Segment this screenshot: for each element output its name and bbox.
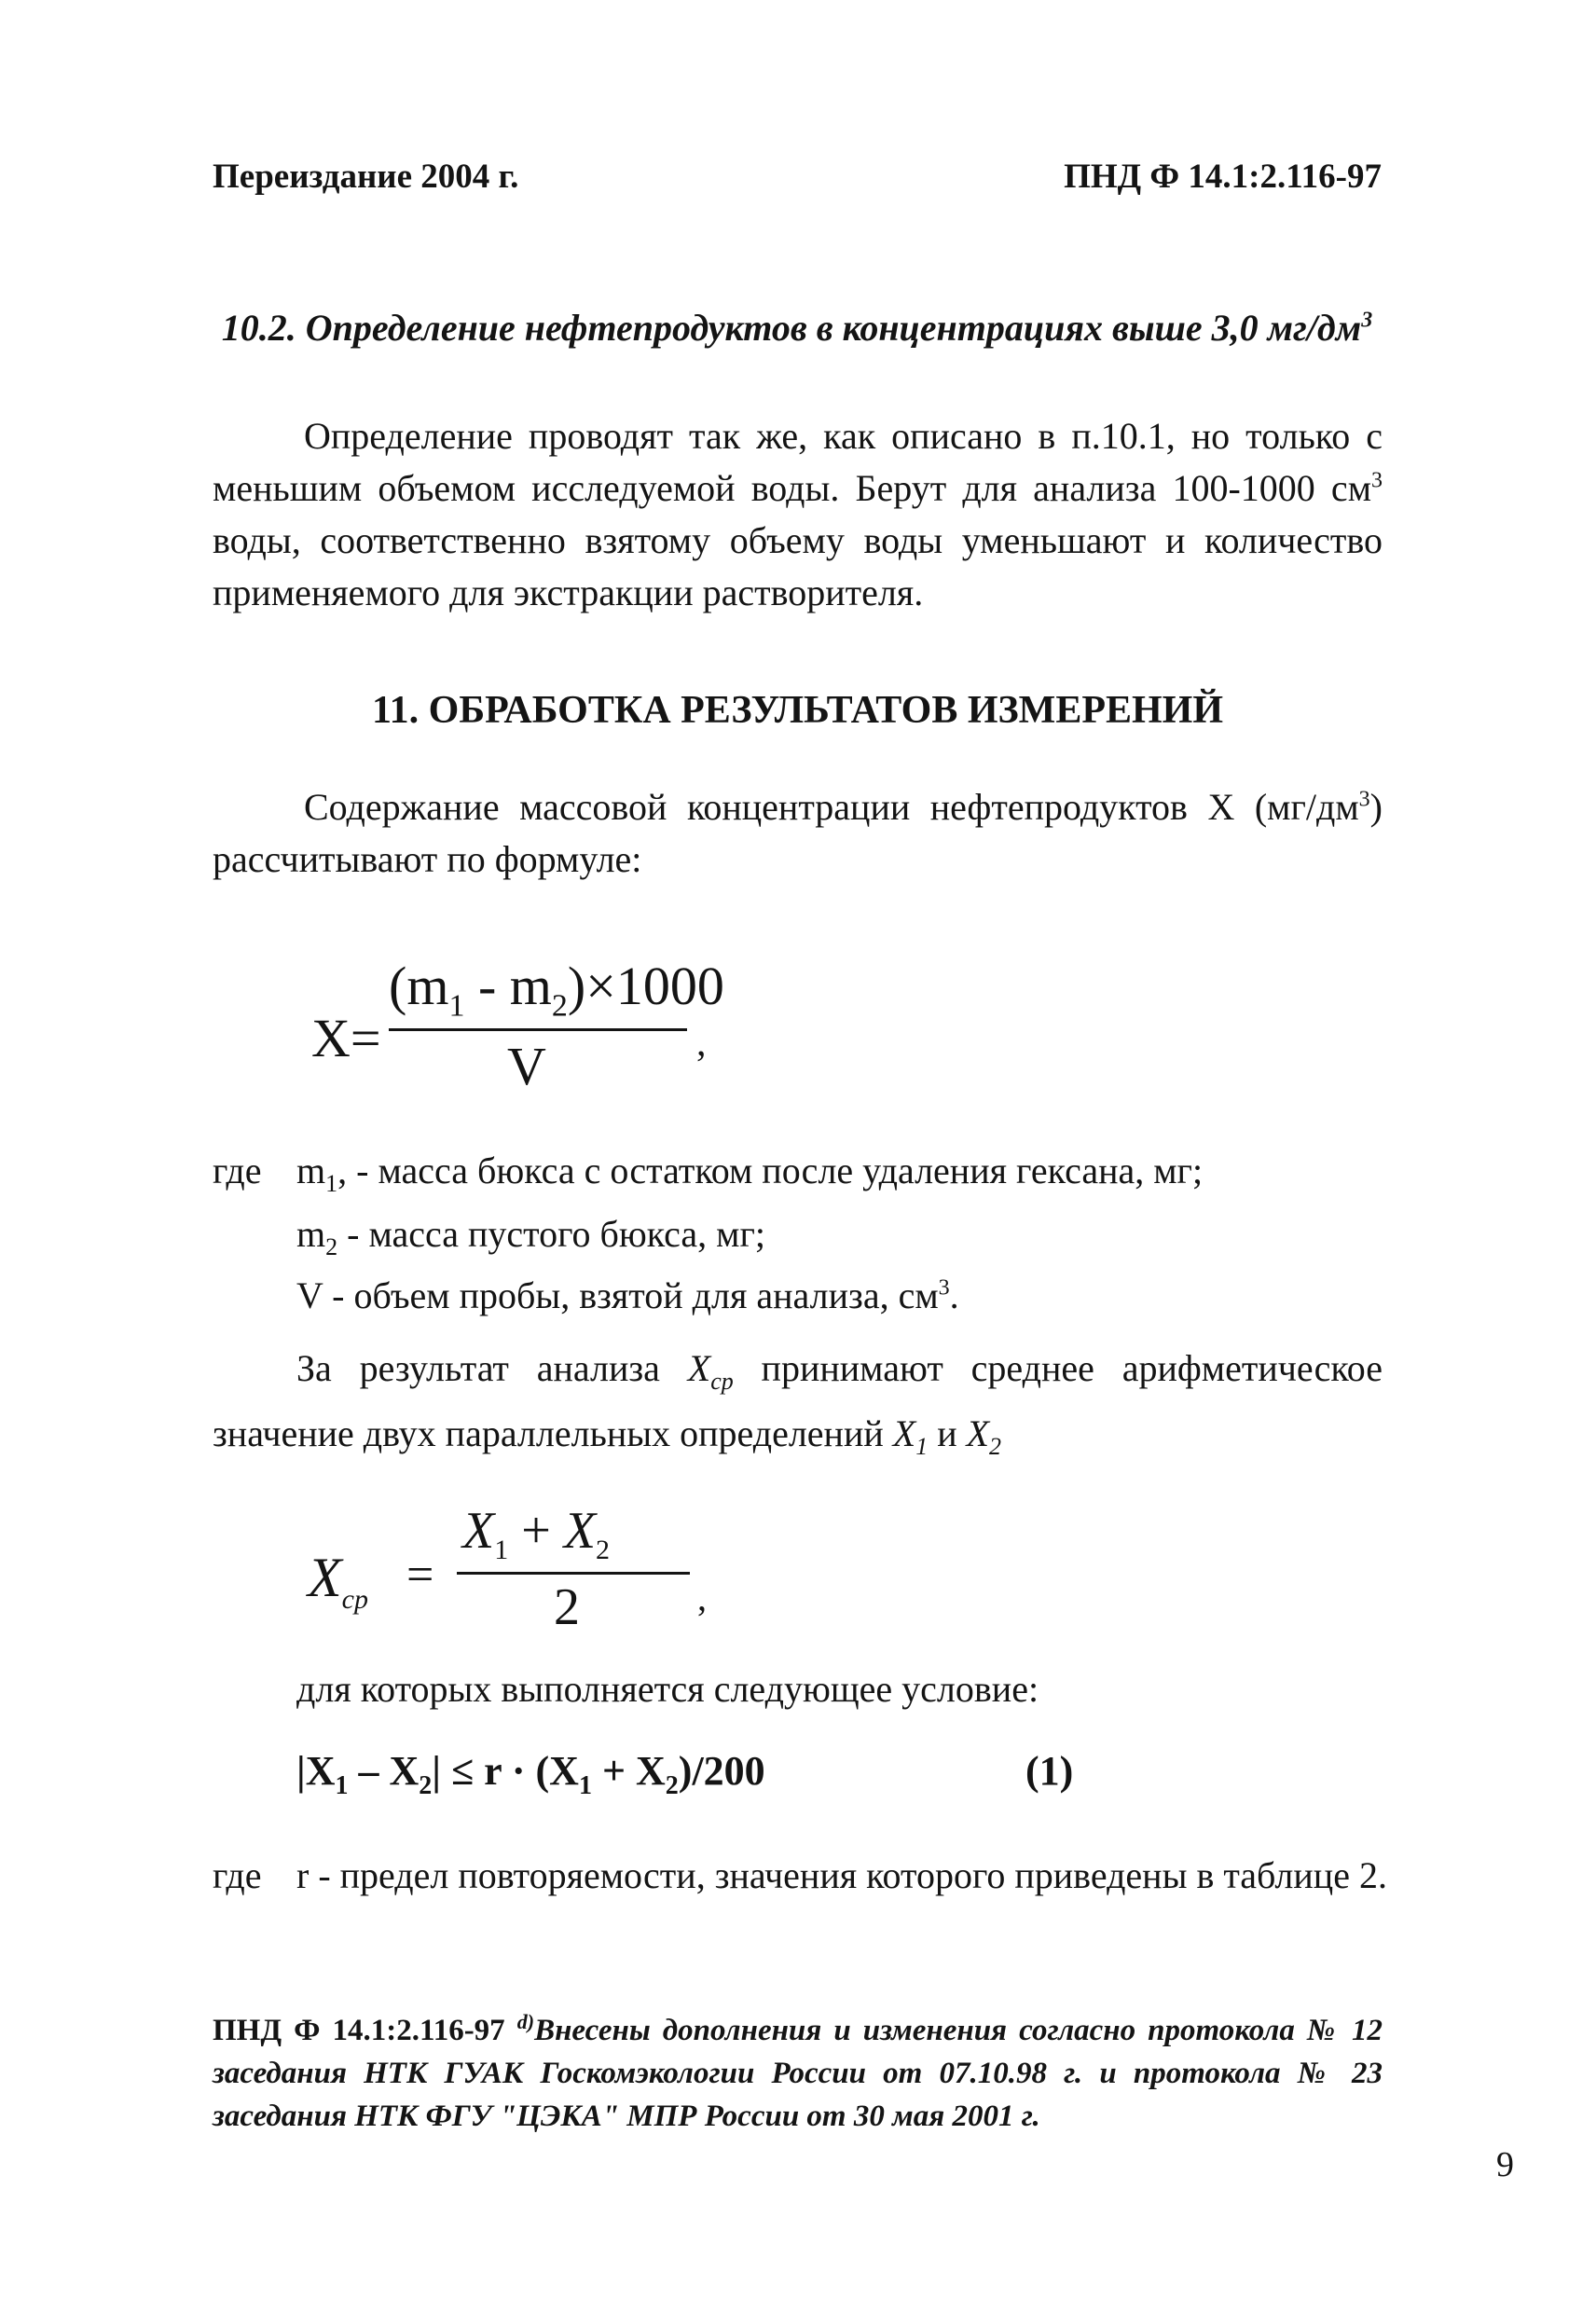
paragraph-procedure-a: Определение проводят так же, как описано в п.10.1, но только с меньшим объемом исследуемой воды. Берут для анализа 100-1000 см <box>213 415 1383 509</box>
paragraph-formula-intro-b: ) рассчитывают по формуле: <box>213 786 1383 880</box>
formula-concentration-lhs: X= <box>311 1008 381 1068</box>
legend-where: где <box>213 1150 262 1191</box>
formula-mean-equals: = <box>406 1549 434 1602</box>
paragraph-procedure-b: воды, соответственно взятому объему воды уменьшают и количество применяемого для экстракции растворителя. <box>213 519 1383 613</box>
f2-n1: X <box>462 1502 495 1560</box>
p3-x1: X <box>892 1412 916 1454</box>
f1-num-close: )×1000 <box>567 956 724 1016</box>
cond-s4: 2 <box>665 1770 679 1800</box>
legend-v-text: V - объем пробы, взятой для анализа, см <box>296 1274 939 1316</box>
legend-m2-symbol: m <box>296 1213 326 1255</box>
formula-mean-numerator <box>462 1501 610 1566</box>
legend-m1 <box>296 1149 1203 1198</box>
f1-num-open: (m <box>389 956 449 1016</box>
footnote-text: Внесены дополнения и изменения согласно протокола № 12 заседания НТК ГУАК Госкомэкологии России от 07.10.98 г. и протокола № 23 заседания НТК ФГУ "ЦЭКА" МПР России от 30 мая 2001 г. <box>213 2014 1383 2133</box>
formula-concentration-numerator <box>389 955 724 1025</box>
legend-m1-symbol: m <box>296 1150 326 1191</box>
f1-num-sub1: 1 <box>448 988 465 1024</box>
formula-concentration <box>300 942 729 1128</box>
cond-a: |X <box>296 1748 336 1794</box>
f2-n1-sub: 1 <box>494 1535 509 1566</box>
subsection-heading-sup: 3 <box>1361 308 1373 333</box>
legend-v-sup: 3 <box>938 1275 950 1301</box>
cond-e: )/200 <box>678 1748 765 1794</box>
paragraph-condition-intro: для которых выполняется следующее условие: <box>296 1668 1039 1710</box>
formula-mean <box>296 1501 725 1678</box>
legend-m1-text: , - масса бюкса с остатком после удаления гексана, мг; <box>337 1150 1204 1191</box>
p3-b: принимают среднее арифметическое значение двух параллельных определений <box>213 1347 1383 1454</box>
f1-num-sub2: 2 <box>551 988 568 1024</box>
f2-n2: X <box>563 1502 597 1560</box>
legend-r: r - предел повторяемости, значения которого приведены в таблице 2. <box>296 1854 1387 1896</box>
f2-plus: + <box>508 1502 564 1560</box>
cond-s1: 1 <box>335 1770 349 1800</box>
f2-lhs-x: X <box>308 1547 342 1608</box>
header-edition: Переиздание 2004 г. <box>213 158 519 196</box>
formula-repeatability-condition <box>296 1747 765 1801</box>
cond-d: + X <box>591 1748 666 1794</box>
formula-mean-lhs <box>308 1546 368 1616</box>
legend-m2-sub: 2 <box>325 1233 338 1260</box>
legend-m1-sub: 1 <box>325 1170 338 1197</box>
paragraph-formula-intro-sup: 3 <box>1358 787 1370 812</box>
paragraph-procedure-sup: 3 <box>1371 468 1383 493</box>
paragraph-procedure <box>213 410 1383 619</box>
f2-lhs-sub: ср <box>341 1584 368 1615</box>
paragraph-mean-result <box>213 1342 1383 1473</box>
footnote-amendments <box>213 2001 1383 2138</box>
page-number: 9 <box>1496 2145 1514 2184</box>
formula-mean-comma: , <box>697 1576 707 1618</box>
formula-concentration-fraction-bar <box>389 1028 687 1031</box>
p3-and: и <box>928 1412 967 1454</box>
f1-num-mid: - m <box>464 956 552 1016</box>
cond-b: – X <box>348 1748 420 1794</box>
legend-m2 <box>296 1212 765 1261</box>
legend-m2-text: - масса пустого бюкса, мг; <box>337 1213 766 1255</box>
formula-mean-denominator: 2 <box>554 1578 580 1636</box>
footnote-code: ПНД Ф 14.1:2.116-97 <box>213 2014 517 2047</box>
cond-c: | ≤ r · (X <box>432 1748 579 1794</box>
p3-x1-sub: 1 <box>915 1433 929 1460</box>
header-document-code: ПНД Ф 14.1:2.116-97 <box>1064 158 1382 196</box>
paragraph-formula-intro-a: Содержание массовой концентрации нефтепродуктов X (мг/дм <box>304 786 1359 828</box>
p3-x2-sub: 2 <box>989 1433 1002 1460</box>
legend-v <box>296 1274 959 1317</box>
cond-s3: 1 <box>578 1770 592 1800</box>
legend-v-end: . <box>949 1274 959 1316</box>
p3-x2: X <box>966 1412 990 1454</box>
formula-concentration-comma: , <box>696 1022 707 1065</box>
footnote-sup: d) <box>516 2010 535 2033</box>
p3-x-sub: ср <box>710 1368 734 1395</box>
formula-mean-fraction-bar <box>457 1572 690 1575</box>
f2-n2-sub: 2 <box>596 1535 611 1566</box>
subsection-heading-text: 10.2. Определение нефтепродуктов в концентрациях выше 3,0 мг/дм <box>221 307 1362 349</box>
subsection-heading <box>213 306 1382 350</box>
p3-x: X <box>687 1347 711 1389</box>
p3-a: За результат анализа <box>296 1347 688 1389</box>
cond-s2: 2 <box>419 1770 433 1800</box>
legend2-where: где <box>213 1854 262 1896</box>
formula-concentration-denominator: V <box>507 1036 546 1096</box>
section-title: 11. ОБРАБОТКА РЕЗУЛЬТАТОВ ИЗМЕРЕНИЙ <box>371 689 1224 732</box>
paragraph-formula-intro <box>213 781 1383 886</box>
formula-number: (1) <box>1025 1748 1074 1794</box>
